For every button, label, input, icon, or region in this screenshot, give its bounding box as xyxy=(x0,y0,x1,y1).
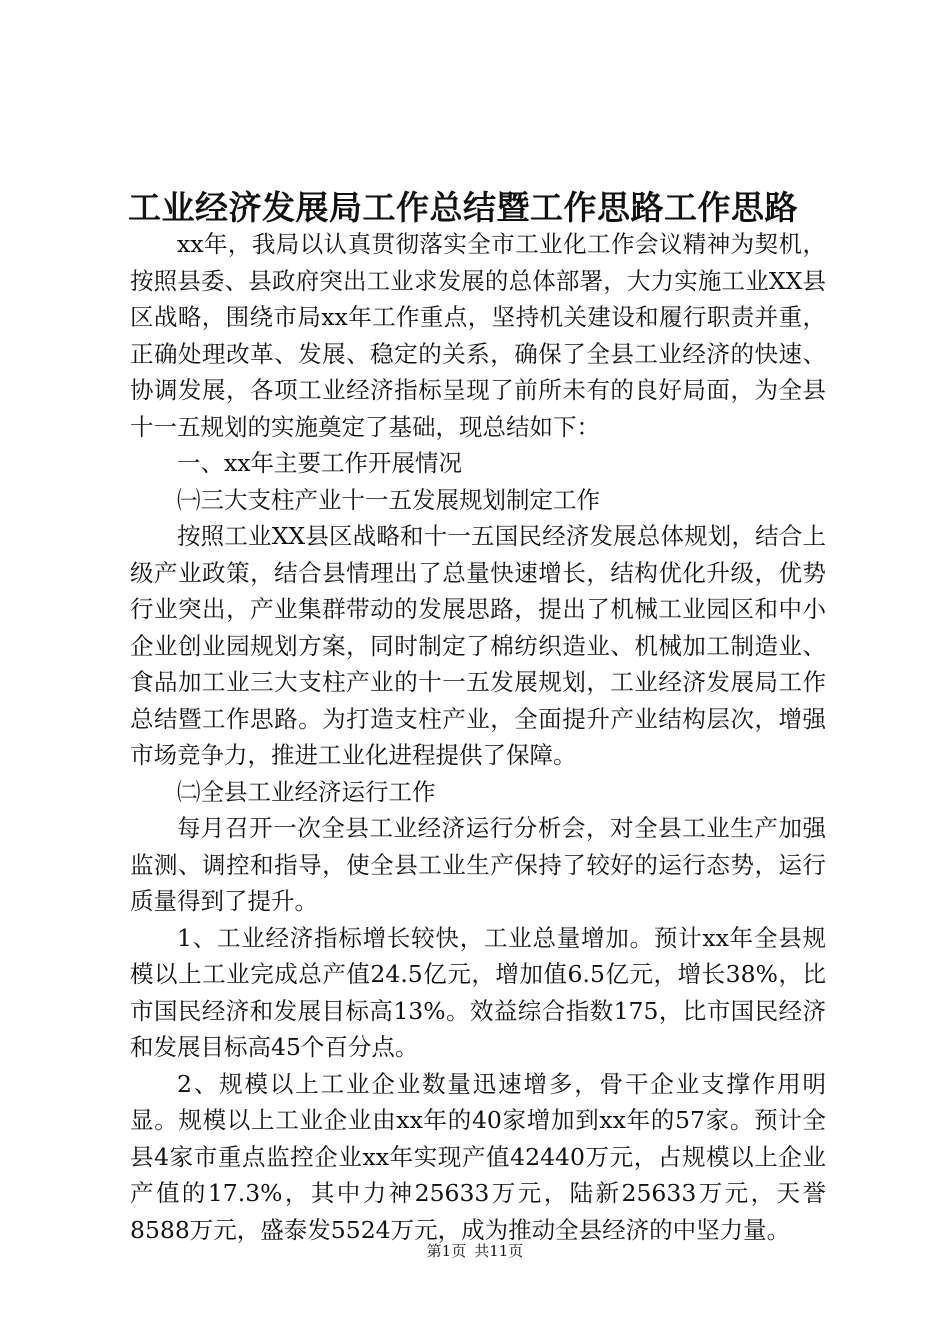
paragraph-monthly-analysis: 每月召开一次全县工业经济运行分析会，对全县工业生产加强监测、调控和指导，使全县工业生产保持了较好的运行态势，运行质量得到了提升。 xyxy=(130,814,826,915)
page-footer xyxy=(0,1241,950,1261)
document-title: 工业经济发展局工作总结暨工作思路工作思路 xyxy=(128,188,798,227)
subsection-heading-2: ㈡全县工业经济运行工作 xyxy=(177,777,436,806)
paragraph-item-1: 1、工业经济指标增长较快，工业总量增加。预计xx年全县规模以上工业完成总产值24.5亿元，增加值6.5亿元，增长38%，比市国民经济和发展目标高13%。效益综合指数175，比市国民经济和发展目标高45个百分点。 xyxy=(130,923,826,1061)
subsection-heading-1: ㈠三大支柱产业十一五发展规划制定工作 xyxy=(177,485,600,514)
page-number: 第1页 xyxy=(426,1242,467,1260)
paragraph-planning: 按照工业XX县区战略和十一五国民经济发展总体规划，结合上级产业政策，结合县情理出了总量快速增长，结构优化升级，优势行业突出，产业集群带动的发展思路，提出了机械工业园区和中小企业创业园规划方案，同时制定了棉纺织造业、机械加工制造业、食品加工业三大支柱产业的十一五发展规划，工业经济发展局工作总结暨工作思路。为打造支柱产业，全面提升产业结构层次，增强市场竞争力，推进工业化进程提供了保障。 xyxy=(130,522,826,769)
paragraph-intro: xx年，我局以认真贯彻落实全市工业化工作会议精神为契机，按照县委、县政府突出工业求发展的总体部署，大力实施工业XX县区战略，围绕市局xx年工作重点，坚持机关建设和履行职责并重，正确处理改革、发展、稳定的关系，确保了全县工业经济的快速、协调发展，各项工业经济指标呈现了前所未有的良好局面，为全县十一五规划的实施奠定了基础，现总结如下： xyxy=(130,230,826,441)
document-body xyxy=(130,226,826,1248)
paragraph-item-2: 2、规模以上工业企业数量迅速增多，骨干企业支撑作用明显。规模以上工业企业由xx年的40家增加到xx年的57家。预计全县4家市重点监控企业xx年实现产值42440万元，占规模以上企业产值的17.3%，其中力神25633万元，陆新25633万元，天誉8588万元，盛泰发5524万元，成为推动全县经济的中坚力量。 xyxy=(130,1069,826,1244)
page-total: 共11页 xyxy=(474,1242,524,1260)
section-heading-1: 一、xx年主要工作开展情况 xyxy=(177,449,463,477)
